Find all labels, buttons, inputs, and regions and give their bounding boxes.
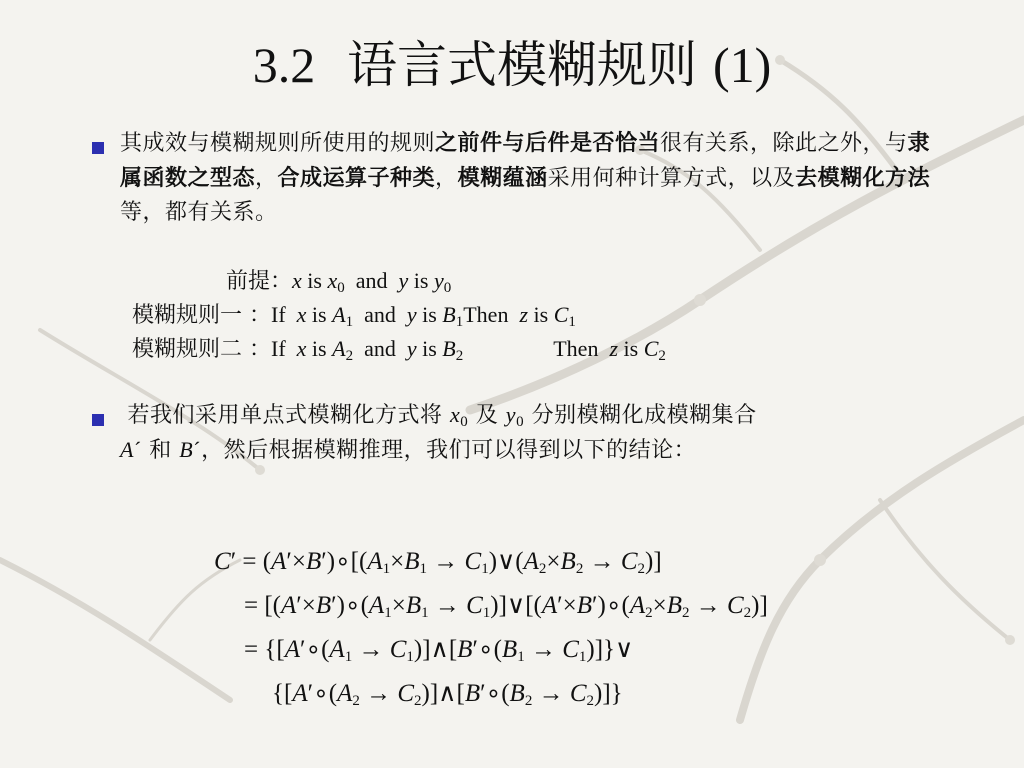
bullet-1-text: ， [255, 166, 278, 191]
bullet-1-emphasis: 之前件与后件是否恰当 [435, 130, 661, 156]
formula-line-1: $C' = (A'\times B')\circ[(A_1\times B_1$ → $C_1)\vee(A_2\times B_2 \to C_2)$] [214, 548, 662, 577]
bullet-1-emphasis: 模糊蕴涵 [457, 165, 548, 191]
bullet-2-square-icon [92, 414, 104, 426]
formula-line-2: = [$(A'\times B')\circ(A_1\times B_1$ → $C_1)]\vee[(A'\times B')\circ(A_2\times B_2 \to C_2)]$ [244, 592, 768, 621]
rule-1-line: 模糊规则一 ：If x is $A_1$ and y is $B_1Then$ z is $C_1$ [132, 302, 576, 330]
title-text: 语言式模糊规则 [347, 36, 698, 94]
bullet-1-emphasis: 合成运算子种类 [277, 165, 436, 191]
bullet-1-text: 其成效与模糊规则所使用的规则 [120, 131, 436, 156]
title-number: 3.2 [252, 37, 316, 93]
premise-line: 前提：x is $x_0$ and y is $y_0$ [226, 268, 452, 296]
bullet-1-square-icon [92, 142, 104, 154]
bullet-2-text-2: 分别模糊化成模糊集合 [531, 403, 757, 428]
premise-label: 前提： [226, 269, 293, 294]
formula-line-4: {[$A'\circ(A_2$ → $C_2)]\wedge[B'\circ(B_2 \to C_2)]$} [272, 680, 623, 709]
bullet-1-emphasis: 隶属函数之型态 [120, 130, 931, 191]
slide-title [0, 30, 1024, 100]
formula-line-3: = {[$A'\circ(A_1$ → $C_1)]\wedge[B'\circ(B_1$ → $C_1)]\}\vee$ [244, 636, 634, 665]
title-suffix: (1) [712, 37, 772, 93]
bullet-2-paragraph: 若我们采用单点式模糊化方式将 $x_0$ 及 $y_0$ 分别模糊化成模糊集合 A´ 和 B´，然后根据模糊推理，我们可以得到以下的结论： [120, 402, 757, 463]
bullet-2-and: 及 [475, 403, 499, 428]
rule-2-label: 模糊规则二 ： [132, 337, 271, 362]
rule-1-label: 模糊规则一 ： [132, 303, 271, 328]
bullet-2-text-3: ，然后根据模糊推理，我们可以得到以下的结论： [201, 438, 697, 463]
rule-2-line: 模糊规则二 ：If x is $A_2$ and y is $B_2$ Then z is $C_2$ [132, 336, 666, 364]
bullet-1-paragraph [120, 126, 940, 230]
bullet-2-text-1: 若我们采用单点式模糊化方式将 [127, 403, 443, 428]
bullet-1-text: 采用何种计算方式，以及 [547, 166, 796, 191]
bullet-1-emphasis: 去模糊化方法 [795, 165, 931, 191]
bullet-2-and-2: 和 [149, 438, 172, 463]
bullet-1-text: 等，都有关系。 [120, 200, 278, 225]
bullet-1-text: ， [435, 166, 458, 191]
bullet-1-text: 很有关系，除此之外，与 [660, 131, 908, 156]
